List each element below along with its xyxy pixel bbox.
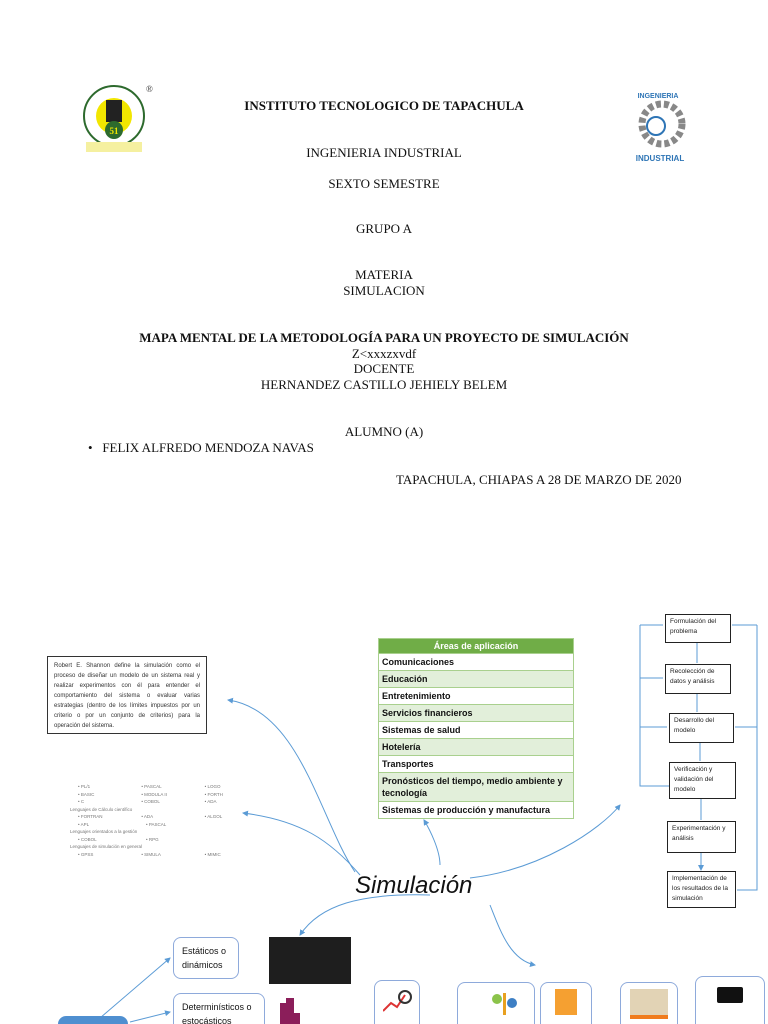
language-item: • APL bbox=[70, 821, 138, 829]
language-heading: Lenguajes de simulación en general bbox=[70, 844, 143, 849]
language-item: • COBOL bbox=[70, 836, 138, 844]
language-item: • FORTH bbox=[197, 791, 260, 799]
area-item: Servicios financieros bbox=[379, 705, 574, 722]
step-verification: Verificación y validación del modelo bbox=[669, 762, 736, 799]
language-item: • ADA bbox=[197, 798, 260, 806]
decision-icon-card bbox=[620, 982, 678, 1024]
areas-header: Áreas de aplicación bbox=[379, 639, 574, 654]
model-types-node bbox=[58, 1016, 128, 1024]
institute-name: INSTITUTO TECNOLOGICO DE TAPACHULA bbox=[244, 98, 524, 113]
black-box-icon bbox=[717, 987, 743, 1003]
area-item: Sistemas de salud bbox=[379, 722, 574, 739]
step-formulation: Formulación del problema bbox=[665, 614, 731, 643]
language-item: • PL/1 bbox=[70, 783, 133, 791]
student-label: ALUMNO (A) bbox=[344, 424, 424, 439]
language-row bbox=[70, 813, 260, 821]
svg-text:INDUSTRIAL: INDUSTRIAL bbox=[635, 154, 685, 163]
language-item: • BASIC bbox=[70, 791, 133, 799]
type-deterministic-stochastic: Determinísticos o estocásticos bbox=[173, 993, 265, 1024]
language-row bbox=[70, 791, 260, 799]
area-item: Pronósticos del tiempo, medio ambiente y tecnología bbox=[379, 773, 574, 802]
teacher-name: HERNANDEZ CASTILLO JEHIELY BELEM bbox=[260, 377, 508, 392]
area-item: Transportes bbox=[379, 756, 574, 773]
language-item: • COBOL bbox=[133, 798, 196, 806]
decision-paths-icon bbox=[630, 989, 668, 1019]
language-heading: Lenguajes orientados a la gestión bbox=[70, 829, 138, 834]
shannon-definition-box: Robert E. Shannon define la simulación como el proceso de diseñar un modelo de un sistema real y realizar experimentos con él para entender el comportamiento del sistema o evaluar varias estrategias (dentro de los límites impuestos por un criterio o por un conjunto de criterios) para la operación del sistema. bbox=[47, 656, 207, 734]
language-item: • FORTRAN bbox=[70, 813, 133, 821]
place-date: TAPACHULA, CHIAPAS A 28 DE MARZO DE 2020 bbox=[396, 472, 682, 487]
area-item: Hotelería bbox=[379, 739, 574, 756]
language-row bbox=[70, 836, 260, 844]
language-item: • PASCAL bbox=[133, 783, 196, 791]
step-experimentation: Experimentación y análisis bbox=[667, 821, 736, 853]
semester: SEXTO SEMESTRE bbox=[328, 176, 440, 191]
language-item: • GPSS bbox=[70, 851, 133, 859]
step-implementation: Implementación de los resultados de la simulación bbox=[667, 871, 736, 908]
career: INGENIERIA INDUSTRIAL bbox=[306, 145, 462, 160]
circuit-image bbox=[269, 937, 351, 984]
black-box-icon-card bbox=[695, 976, 765, 1024]
step-data-collection: Recolección de datos y análisis bbox=[665, 664, 731, 694]
group: GRUPO A bbox=[356, 221, 412, 236]
area-item: Comunicaciones bbox=[379, 654, 574, 671]
svg-text:INGENIERIA: INGENIERIA bbox=[637, 93, 679, 100]
student-name-text: FELIX ALFREDO MENDOZA NAVAS bbox=[102, 440, 314, 455]
application-areas-table bbox=[378, 638, 574, 819]
language-row bbox=[70, 821, 260, 829]
subject: SIMULACION bbox=[343, 283, 425, 298]
analysis-icon-card bbox=[374, 980, 420, 1024]
balance-icon-card bbox=[457, 982, 535, 1024]
search-person-icon-card bbox=[540, 982, 592, 1024]
central-topic: Simulación bbox=[355, 872, 473, 899]
histogram-image bbox=[272, 995, 360, 1024]
language-heading: Lenguajes de Cálculo científico bbox=[70, 806, 133, 812]
area-item: Entretenimiento bbox=[379, 688, 574, 705]
chart-magnifier-icon bbox=[383, 987, 413, 1015]
languages-list bbox=[70, 783, 260, 858]
language-item: • MODULA II bbox=[133, 791, 196, 799]
language-row bbox=[70, 851, 260, 859]
area-item: Educación bbox=[379, 671, 574, 688]
step-model-development: Desarrollo del modelo bbox=[669, 713, 734, 743]
language-row bbox=[70, 798, 260, 806]
type-static-dynamic: Estáticos o dinámicos bbox=[173, 937, 239, 979]
language-row bbox=[70, 783, 260, 791]
code-text: Z<xxxzxvdf bbox=[351, 346, 417, 361]
search-person-icon bbox=[555, 989, 577, 1015]
language-item: • PASCAL bbox=[138, 821, 206, 829]
language-item: • ALGOL bbox=[197, 813, 260, 821]
language-item: • SIMULA bbox=[133, 851, 196, 859]
svg-text:®: ® bbox=[146, 84, 153, 94]
document-title: MAPA MENTAL DE LA METODOLOGÍA PARA UN PROYECTO DE SIMULACIÓN bbox=[139, 330, 629, 345]
svg-text:51: 51 bbox=[109, 126, 119, 136]
language-item: • ADA bbox=[133, 813, 196, 821]
area-item: Sistemas de producción y manufactura bbox=[379, 802, 574, 819]
language-item: • LOGO bbox=[197, 783, 260, 791]
language-item: • C bbox=[70, 798, 133, 806]
balance-scale-icon bbox=[490, 989, 520, 1017]
teacher-label: DOCENTE bbox=[353, 361, 415, 376]
student-name: • FELIX ALFREDO MENDOZA NAVAS bbox=[88, 440, 314, 455]
language-item: • MIMIC bbox=[197, 851, 260, 859]
subject-label: MATERIA bbox=[355, 267, 413, 282]
language-item: • RPG bbox=[138, 836, 206, 844]
